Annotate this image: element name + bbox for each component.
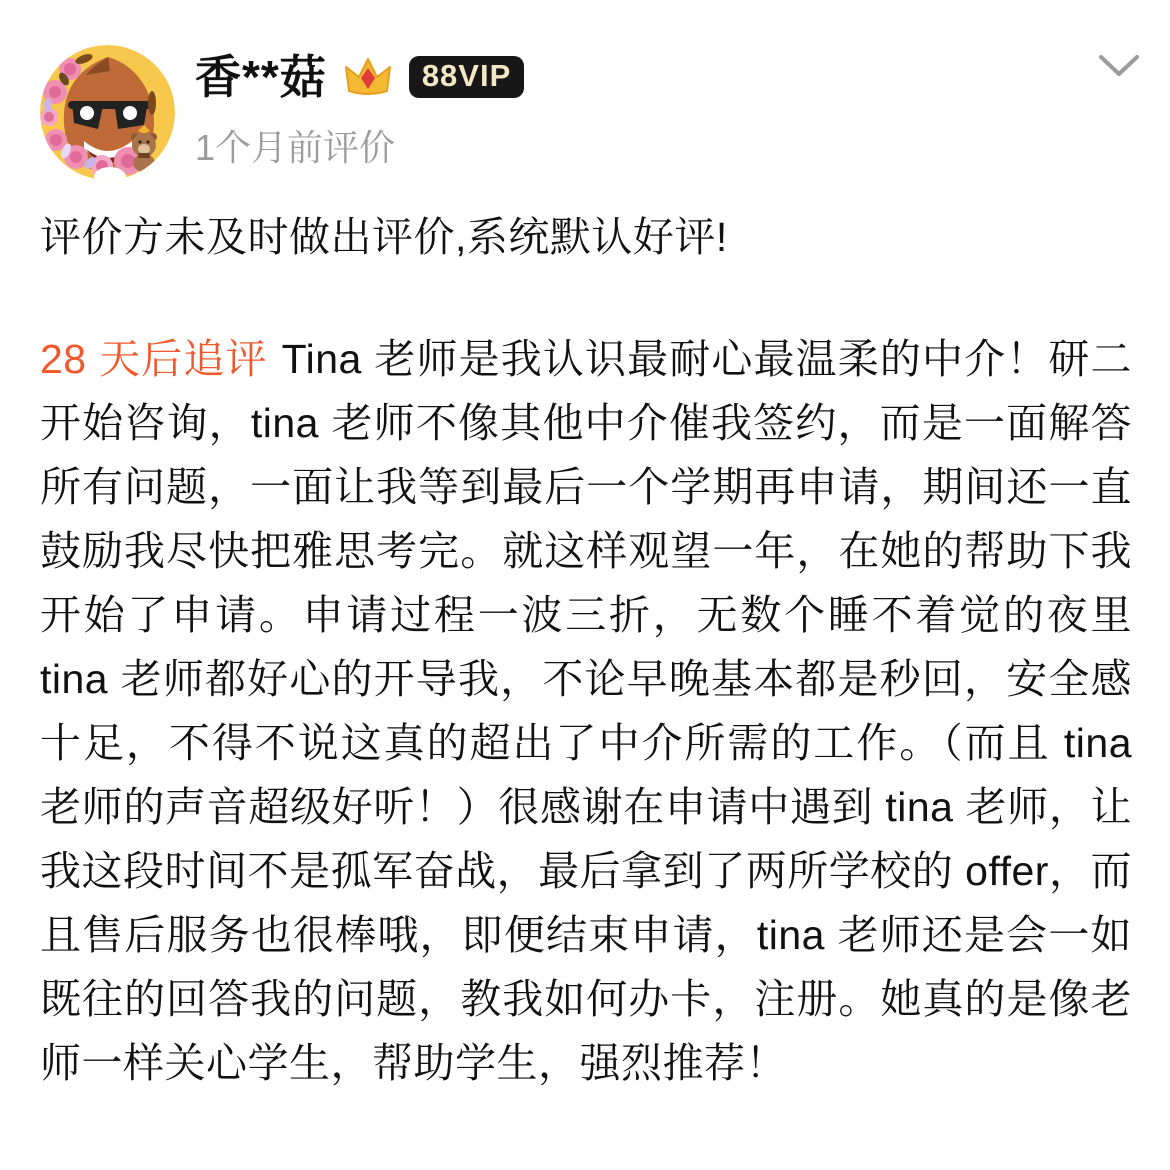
vip-badge: 88VIP bbox=[409, 56, 524, 98]
review-header bbox=[40, 45, 1132, 180]
header-info bbox=[195, 45, 524, 171]
username: 香**菇 bbox=[195, 51, 327, 103]
user-avatar[interactable] bbox=[40, 45, 175, 180]
system-default-note: 评价方未及时做出评价,系统默认好评! bbox=[40, 214, 728, 260]
review-time: 1个月前评价 bbox=[195, 126, 396, 168]
follow-up-text: Tina 老师是我认识最耐心最温柔的中介！研二开始咨询，tina 老师不像其他中介催我签约，而是一面解答所有问题，一面让我等到最后一个学期再申请，期间还一直鼓励我尽快把雅思考完。就这样观望一年，在她的帮助下我开始了申请。申请过程一波三折，无数个睡不着觉的夜里 tina 老师都好心的开导我，不论早晚基本都是秒回，安全感十足，不得不说这真的超出了中介所需的工作。（而且 tina 老师的声音超级好听！）很感谢在申请中遇到 tina 老师，让我这段时间不是孤军奋战，最后拿到了两所学校的 offer，而且售后服务也很棒哦，即便结束申请，tina 老师还是会一如既往的回答我的问题，教我如何办卡，注册。她真的是像老师一样关心学生，帮助学生，强烈推荐！ bbox=[40, 336, 1132, 1087]
crown-icon bbox=[343, 55, 393, 99]
name-row bbox=[195, 51, 524, 104]
follow-up-label: 28 天后追评 bbox=[40, 336, 268, 383]
chevron-down-icon[interactable] bbox=[1096, 52, 1142, 80]
avatar-art bbox=[40, 45, 175, 180]
follow-up-review bbox=[40, 327, 1132, 1095]
